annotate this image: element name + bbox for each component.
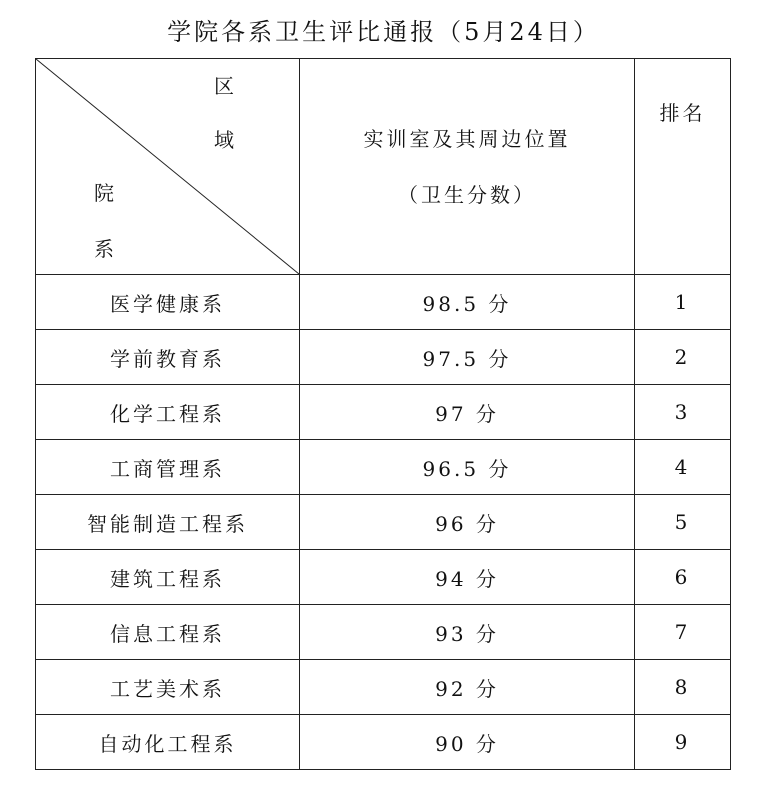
table-header-row	[36, 59, 731, 275]
rank-cell: 5	[635, 495, 731, 550]
score-cell: 97 分	[300, 385, 635, 440]
dept-cell: 建筑工程系	[36, 550, 300, 605]
score-cell: 93 分	[300, 605, 635, 660]
diagonal-divider	[36, 59, 299, 274]
rank-cell: 2	[635, 330, 731, 385]
rank-cell: 3	[635, 385, 731, 440]
score-cell: 96 分	[300, 495, 635, 550]
score-cell: 96.5 分	[300, 440, 635, 495]
table-row	[36, 495, 731, 550]
score-header-line-2: （卫生分数）	[398, 182, 536, 207]
score-column-header	[300, 59, 635, 275]
table-row	[36, 385, 731, 440]
rank-cell: 8	[635, 660, 731, 715]
region-header-char-2: 域	[214, 128, 237, 152]
dept-cell: 医学健康系	[36, 275, 300, 330]
table-row	[36, 605, 731, 660]
diagonal-header-cell	[36, 59, 300, 275]
rank-cell: 6	[635, 550, 731, 605]
table-row	[36, 715, 731, 770]
score-cell: 94 分	[300, 550, 635, 605]
table-row	[36, 440, 731, 495]
dept-cell: 工商管理系	[36, 440, 300, 495]
dept-cell: 自动化工程系	[36, 715, 300, 770]
rank-cell: 7	[635, 605, 731, 660]
score-header-line-1: 实训室及其周边位置	[363, 126, 571, 151]
dept-header-char-1: 院	[94, 181, 117, 205]
dept-cell: 化学工程系	[36, 385, 300, 440]
score-cell: 90 分	[300, 715, 635, 770]
dept-cell: 信息工程系	[36, 605, 300, 660]
dept-cell: 工艺美术系	[36, 660, 300, 715]
rank-cell: 9	[635, 715, 731, 770]
rank-header-label: 排名	[659, 101, 706, 125]
table-row	[36, 330, 731, 385]
score-cell: 98.5 分	[300, 275, 635, 330]
hygiene-ranking-table	[35, 58, 731, 770]
table-row	[36, 550, 731, 605]
page-title: 学院各系卫生评比通报（5月24日）	[167, 18, 600, 46]
rank-cell: 4	[635, 440, 731, 495]
dept-cell: 学前教育系	[36, 330, 300, 385]
table-row	[36, 275, 731, 330]
dept-cell: 智能制造工程系	[36, 495, 300, 550]
rank-cell: 1	[635, 275, 731, 330]
dept-header-char-2: 系	[94, 237, 117, 261]
region-header-char-1: 区	[214, 74, 237, 98]
score-cell: 97.5 分	[300, 330, 635, 385]
table-row	[36, 660, 731, 715]
rank-column-header	[635, 59, 731, 275]
score-cell: 92 分	[300, 660, 635, 715]
